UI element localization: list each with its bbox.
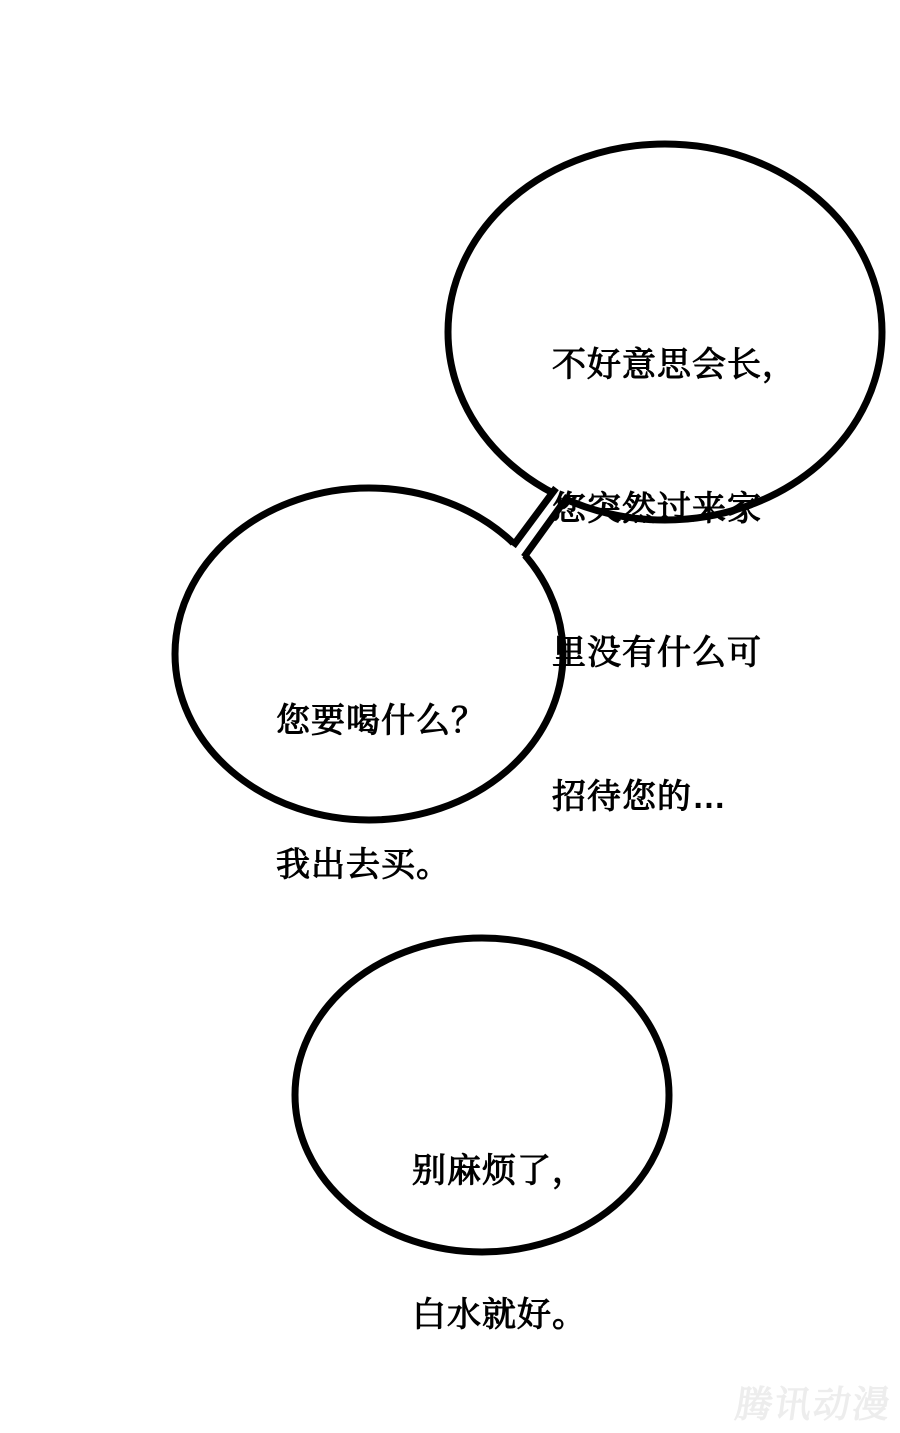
speech-text-line: 您要喝什么？ xyxy=(276,702,486,740)
speech-text-line: 您突然过来家 xyxy=(552,490,762,528)
tencent-comics-watermark: 腾讯动漫 xyxy=(732,1384,895,1425)
speech-text-line: 招待您的… xyxy=(552,778,727,816)
speech-text-line: 我出去买。 xyxy=(276,846,451,884)
speech-text-line: 别麻烦了， xyxy=(412,1152,587,1190)
speech-bubble-3-text xyxy=(412,1051,587,1387)
speech-text-line: 不好意思会长， xyxy=(552,346,797,384)
speech-text-line: 白水就好。 xyxy=(412,1296,587,1334)
speech-bubble-2-text xyxy=(276,601,486,937)
speech-text-line: 里没有什么可 xyxy=(552,634,762,672)
speech-bubble-1-text xyxy=(552,245,797,869)
